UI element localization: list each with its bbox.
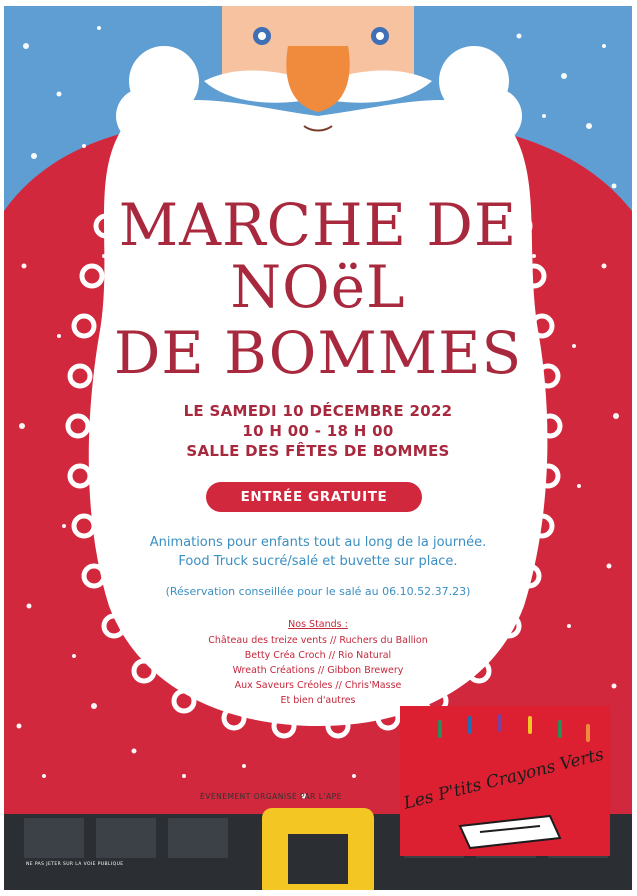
title-line-2: NOëL	[230, 253, 406, 321]
stand-item: Château des treize vents // Ruchers du Ballion	[208, 635, 428, 646]
stand-item: Aux Saveurs Créoles // Chris'Masse	[234, 680, 402, 691]
organizer-note: ÉVÈNEMENT ORGANISÉ PAR L'APE	[200, 792, 342, 801]
reservation-note: (Réservation conseillée pour le salé au 06.10.52.37.23)	[165, 585, 471, 598]
event-venue: SALLE DES FÊTES DE BOMMES	[186, 442, 450, 460]
stand-item: Wreath Créations // Gibbon Brewery	[232, 665, 404, 676]
association-logo	[400, 706, 610, 856]
activities-line-1: Animations pour enfants tout au long de la journée.	[149, 535, 487, 550]
poster	[4, 6, 632, 890]
stand-item: Et bien d'autres	[280, 695, 356, 706]
event-time: 10 H 00 - 18 H 00	[242, 422, 394, 440]
stand-item: Betty Créa Croch // Rio Natural	[244, 650, 392, 661]
activities-line-2: Food Truck sucré/salé et buvette sur place.	[178, 554, 458, 569]
free-entry-badge: ENTRÉE GRATUITE	[206, 482, 422, 512]
title-line-3: DE BOMMES	[113, 319, 523, 387]
event-date: LE SAMEDI 10 DÉCEMBRE 2022	[183, 402, 453, 420]
logo-text: Les P'tits Crayons Verts	[401, 744, 606, 814]
title-line-1: MARCHE DE	[118, 191, 518, 259]
footer-note: NE PAS JETER SUR LA VOIE PUBLIQUE	[26, 862, 124, 867]
stands-heading: Nos Stands :	[288, 619, 348, 630]
